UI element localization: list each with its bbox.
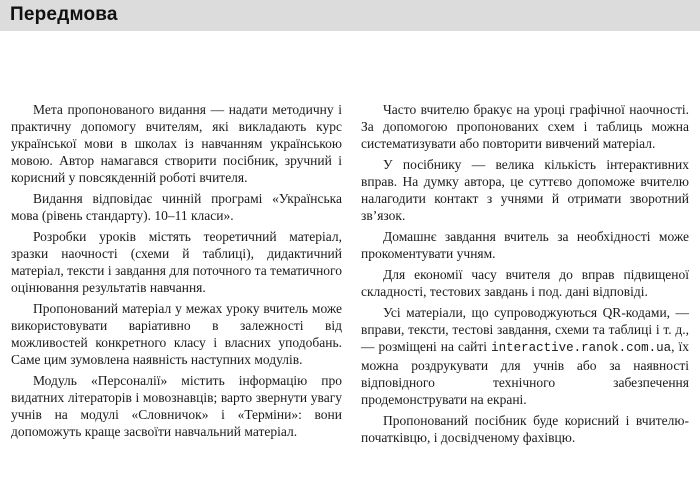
paragraph-qr-materials [361, 304, 689, 408]
left-column [11, 101, 342, 444]
paragraph-variation: Пропонований матеріал у межах уроку вчитель може використовувати варіативно в залежності від можливостей конкретного класу і власних уподобань. Саме цим зумовлена наявність наступних модулів. [11, 301, 342, 367]
qr-text-before: Усі матеріали, що супроводжуються QR-кодами, — вправи, тексти, тестові завдання, схеми та таблиці і т. д., — розміщені на сайті [361, 305, 689, 354]
paragraph-program: Видання відповідає чинній програмі «Українська мова (рівень стандарту). 10–11 класи». [11, 191, 342, 223]
paragraph-lessons: Розробки уроків містять теоретичний матеріал, зразки наочності (схеми й таблиці), дидактичний матеріал, тексти і завдання для поточного та тематичного оцінювання результатів навчання. [11, 229, 342, 295]
paragraph-closing: Пропонований посібник буде корисний і вчителю-початківцю, і досвідченому фахівцю. [361, 413, 689, 445]
page-header [0, 0, 700, 31]
paragraph-interactive: У посібнику — велика кількість інтерактивних вправ. На думку автора, це суттєво допоможе вчителю налагодити контакт з учнями й отримати зворотний зв’язок. [361, 157, 689, 223]
site-address: interactive.ranok.com.ua [491, 341, 672, 355]
paragraph-purpose: Мета пропонованого видання — надати методичну і практичну допомогу вчителям, які викладають курс української мови в школах із навчанням українською мовою. Автор намагався створити посібник, зручний і корисний у повсякденній роботі вчителя. [11, 102, 342, 185]
qr-text-after: , їх можна роздрукувати для учнів або за наявності відповідного технічного забезпечення продемонструвати на екрані. [361, 339, 689, 407]
paragraph-visual-aids: Часто вчителю бракує на уроці графічної наочності. За допомогою пропонованих схем і таблиць можна систематизувати або повторити вивчений матеріал. [361, 102, 689, 151]
paragraph-modules: Модуль «Персоналії» містить інформацію про видатних літераторів і мовознавців; варто звернути увагу учнів на модулі «Словничок» і «Терміни»: вони допоможуть краще засвоїти навчальний матеріал. [11, 373, 342, 439]
page-title: Передмова [10, 4, 118, 25]
right-column [361, 101, 689, 450]
paragraph-answers: Для економії часу вчителя до вправ підвищеної складності, тестових завдань і под. дані відповіді. [361, 267, 689, 299]
paragraph-homework: Домашнє завдання вчитель за необхідності може прокоментувати учням. [361, 229, 689, 261]
